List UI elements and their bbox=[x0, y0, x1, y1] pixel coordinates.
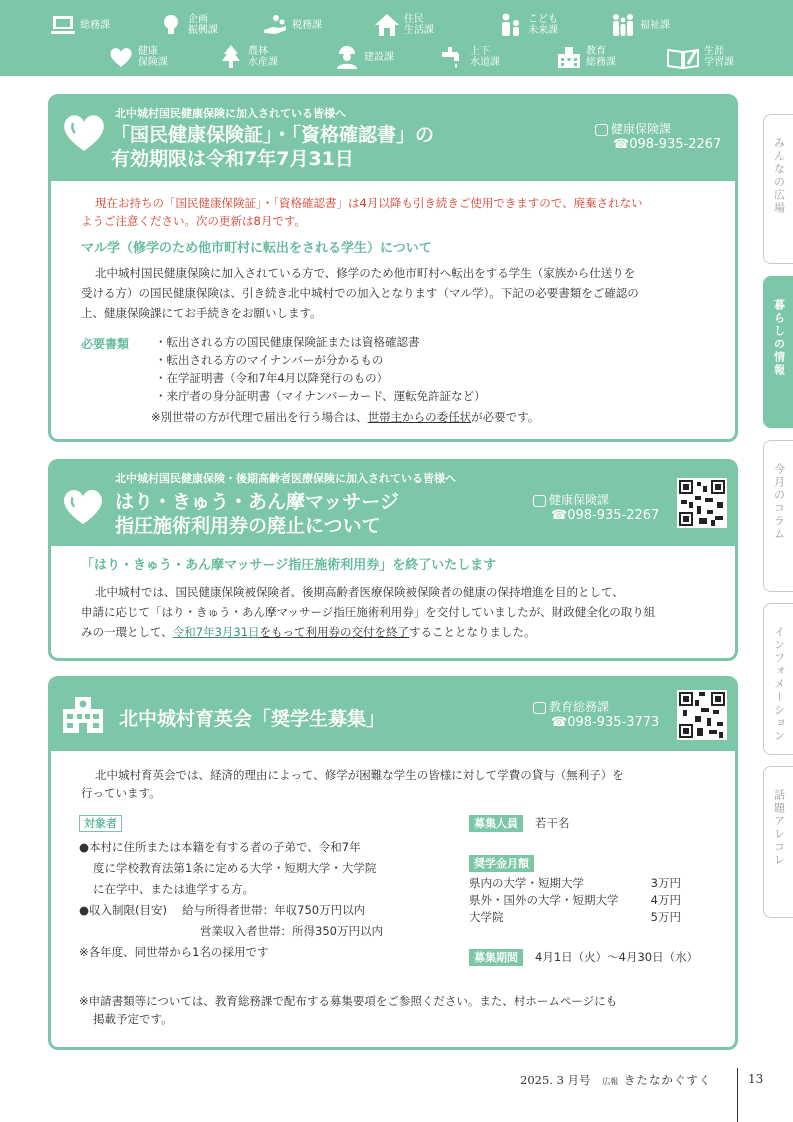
contact-info bbox=[533, 492, 659, 524]
count-row bbox=[469, 813, 570, 833]
amount-label: 奨学金月額 bbox=[469, 853, 534, 873]
paragraph-line: 申請に応じて「はり・きゅう・あん摩マッサージ指圧施術利用券」を交付していましたが、財政健全化の取り組 bbox=[81, 605, 656, 619]
notice-line: 現在お持ちの「国民健康保険証」・「資格確認書」は4月以降も引き続きご使用できますので、廃棄されない bbox=[95, 196, 643, 210]
contact-info bbox=[533, 699, 659, 731]
page-number: 13 bbox=[748, 1072, 764, 1086]
contact-tel[interactable]: ☎098-935-2267 bbox=[613, 137, 722, 152]
dept-label: 農林 水産課 bbox=[248, 46, 278, 68]
dept-soumu bbox=[50, 12, 110, 38]
paragraph-line: 行っています。 bbox=[81, 786, 161, 800]
section-body bbox=[51, 751, 735, 1047]
contact-dept: 健康保険課 bbox=[611, 122, 672, 136]
issue-date: 2025. 3 月号 bbox=[520, 1073, 591, 1087]
section-title-line1: はり・きゅう・あん摩マッサージ bbox=[115, 491, 399, 513]
section-header bbox=[51, 97, 735, 181]
dept-label: 総務課 bbox=[80, 19, 110, 31]
dept-norin bbox=[218, 44, 278, 70]
count-value: 若干名 bbox=[535, 816, 570, 830]
list-item: ・転出される方の国民健康保険証または資格確認書 bbox=[155, 335, 420, 349]
target-label: 対象者 bbox=[79, 813, 122, 833]
section-title-line2: 指圧施術利用券の廃止について bbox=[115, 515, 381, 537]
heart-icon bbox=[61, 109, 107, 155]
section-title-line2: 有効期限は令和7年7月31日 bbox=[111, 148, 354, 170]
table-row: 大学院 5万円 bbox=[469, 910, 681, 924]
contact-dept: 教育総務課 bbox=[549, 700, 610, 714]
dept-label: 税務課 bbox=[292, 19, 322, 31]
dept-kodomo bbox=[498, 12, 558, 38]
list-item: ・来庁者の身分証明書（マイナンバーカード、運転免許証など） bbox=[155, 389, 486, 403]
section-header bbox=[51, 679, 735, 751]
period-value: 4月1日（火）～4月30日（水） bbox=[535, 950, 699, 964]
contact-info bbox=[595, 121, 721, 153]
table-row: 県内の大学・短期大学 3万円 bbox=[469, 876, 681, 890]
worker-icon bbox=[334, 44, 360, 70]
qr-code[interactable] bbox=[677, 690, 727, 740]
period-row bbox=[469, 947, 698, 967]
dept-kyoiku bbox=[556, 44, 616, 70]
lightbulb-icon bbox=[158, 12, 184, 38]
heart-icon bbox=[108, 44, 134, 70]
paragraph-line: 上、健康保険課にてお手続きをお願いします。 bbox=[81, 306, 322, 320]
target-list: ●本村に住所または本籍を有する者の子弟で、令和7年 度に学校教育法第1条に定める大学・短期大学・大学院 に在学中、または進学する方。 ●収入制限(目安) 給与所得者世帯：年収750万円以内 営業収入者世帯：所得350万円以内 ※各年度、同世帯から1名の採用です bbox=[79, 840, 383, 959]
section-subtitle: 北中城村国民健康保険に加入されている皆様へ bbox=[115, 107, 346, 120]
section-title: 北中城村育英会「奨学生募集」 bbox=[119, 708, 386, 730]
heart-icon bbox=[61, 484, 105, 528]
notice-line: ようご注意ください。次の更新は8月です。 bbox=[81, 214, 306, 228]
school-icon bbox=[61, 693, 105, 735]
contact-tel[interactable]: ☎098-935-3773 bbox=[551, 715, 660, 730]
qr-code[interactable] bbox=[677, 478, 727, 528]
dept-fukushi bbox=[610, 12, 670, 38]
section-subtitle: 北中城村国民健康保険・後期高齢者医療保険に加入されている皆様へ bbox=[115, 472, 456, 485]
dept-label: こども 未来課 bbox=[528, 14, 558, 36]
contact-tel[interactable]: ☎098-935-2267 bbox=[551, 508, 660, 523]
dept-suido bbox=[440, 44, 500, 70]
sub-heading: 「はり・きゅう・あん摩マッサージ指圧施術利用券」を終了いたします bbox=[81, 558, 497, 573]
tree-icon bbox=[218, 44, 244, 70]
book-icon bbox=[666, 44, 700, 70]
dept-label: 健康 保険課 bbox=[138, 46, 168, 68]
count-label: 募集人員 bbox=[469, 815, 523, 832]
paragraph-line: 受ける方）の国民健康保険は、引き続き北中城村での加入となります（マル学）。下記の必要書類をご確認の bbox=[81, 286, 639, 300]
footnote-line: ※申請書類等については、教育総務課で配布する募集要項をご参照ください。また、村ホームページにも bbox=[79, 994, 618, 1008]
dept-zeimu bbox=[262, 12, 322, 38]
page-footer bbox=[520, 1072, 711, 1088]
tab-minna-no-hiroba[interactable]: みんなの広場 bbox=[763, 114, 793, 264]
section-acupuncture-ticket bbox=[48, 459, 738, 661]
dept-label: 教育 総務課 bbox=[586, 46, 616, 68]
docs-list bbox=[155, 333, 486, 405]
sub-heading: マル学（修学のため他市町村に転出をされる学生）について bbox=[81, 241, 432, 256]
footer-divider bbox=[737, 1068, 738, 1122]
section-body bbox=[51, 546, 735, 658]
period-label: 募集期間 bbox=[469, 949, 523, 966]
department-header bbox=[0, 0, 793, 76]
dept-jumin bbox=[374, 12, 434, 38]
faucet-icon bbox=[440, 44, 466, 70]
contact-dept: 健康保険課 bbox=[549, 493, 610, 507]
brand-prefix: 広報 bbox=[602, 1077, 619, 1086]
dept-label: 建設課 bbox=[364, 51, 394, 63]
paragraph-line: 北中城村育英会では、経済的理由によって、修学が困難な学生の皆様に対して学費の貸与（無利子）を bbox=[95, 768, 624, 782]
footnote-line: 掲載予定です。 bbox=[93, 1012, 173, 1026]
computer-icon bbox=[50, 12, 76, 38]
dept-kenko bbox=[108, 44, 168, 70]
dept-label: 生涯 学習課 bbox=[704, 46, 734, 68]
paragraph-line: 北中城村では、国民健康保険被保険者、後期高齢者医療保険被保険者の健康の保持増進を目的として、 bbox=[95, 585, 624, 599]
list-item: ・在学証明書（令和7年4月以降発行のもの） bbox=[155, 371, 389, 385]
contact-icon bbox=[595, 124, 608, 136]
hand-coins-icon bbox=[262, 12, 288, 38]
contact-icon bbox=[533, 702, 546, 714]
delegate-note: ※別世帯の方が代理で届出を行う場合は、世帯主からの委任状が必要です。 bbox=[151, 410, 540, 424]
dept-label: 企画 振興課 bbox=[188, 14, 218, 36]
section-title-line1: 「国民健康保険証」・「資格確認書」の bbox=[111, 124, 435, 146]
dept-kensetsu bbox=[334, 44, 394, 70]
section-body bbox=[51, 181, 735, 439]
contact-icon bbox=[533, 495, 546, 507]
docs-label: 必要書類 bbox=[81, 337, 130, 351]
list-item: ・転出される方のマイナンバーが分かるもの bbox=[155, 353, 384, 367]
tab-kongetsu-no-column[interactable]: 今月のコラム bbox=[763, 440, 793, 592]
paragraph-line: 北中城村国民健康保険に加入されている方で、修学のため他市町村へ転出をする学生（家族から仕送りを bbox=[95, 266, 636, 280]
paragraph-line: みの一環として、令和7年3月31日をもって利用券の交付を終了することとなりました。 bbox=[81, 625, 536, 639]
brand-name: きたなかぐすく bbox=[623, 1073, 712, 1087]
dept-label: 福祉課 bbox=[640, 19, 670, 31]
dept-shogai bbox=[666, 44, 734, 70]
amount-table bbox=[469, 875, 681, 926]
parent-child-icon bbox=[498, 12, 524, 38]
house-icon bbox=[374, 12, 400, 38]
tab-kurashi-no-joho[interactable]: 暮らしの情報 bbox=[763, 276, 793, 428]
tab-wadai-arekore[interactable]: 話題アレコレ bbox=[763, 766, 793, 918]
dept-label: 上下 水道課 bbox=[470, 46, 500, 68]
section-header bbox=[51, 462, 735, 546]
family-icon bbox=[610, 12, 636, 38]
table-row: 県外・国外の大学・短期大学 4万円 bbox=[469, 893, 681, 907]
school-icon bbox=[556, 44, 582, 70]
section-health-insurance-card bbox=[48, 94, 738, 442]
dept-label: 住民 生活課 bbox=[404, 14, 434, 36]
tab-information[interactable]: インフォメーション bbox=[763, 603, 793, 755]
section-scholarship bbox=[48, 676, 738, 1050]
dept-kikaku bbox=[158, 12, 218, 38]
